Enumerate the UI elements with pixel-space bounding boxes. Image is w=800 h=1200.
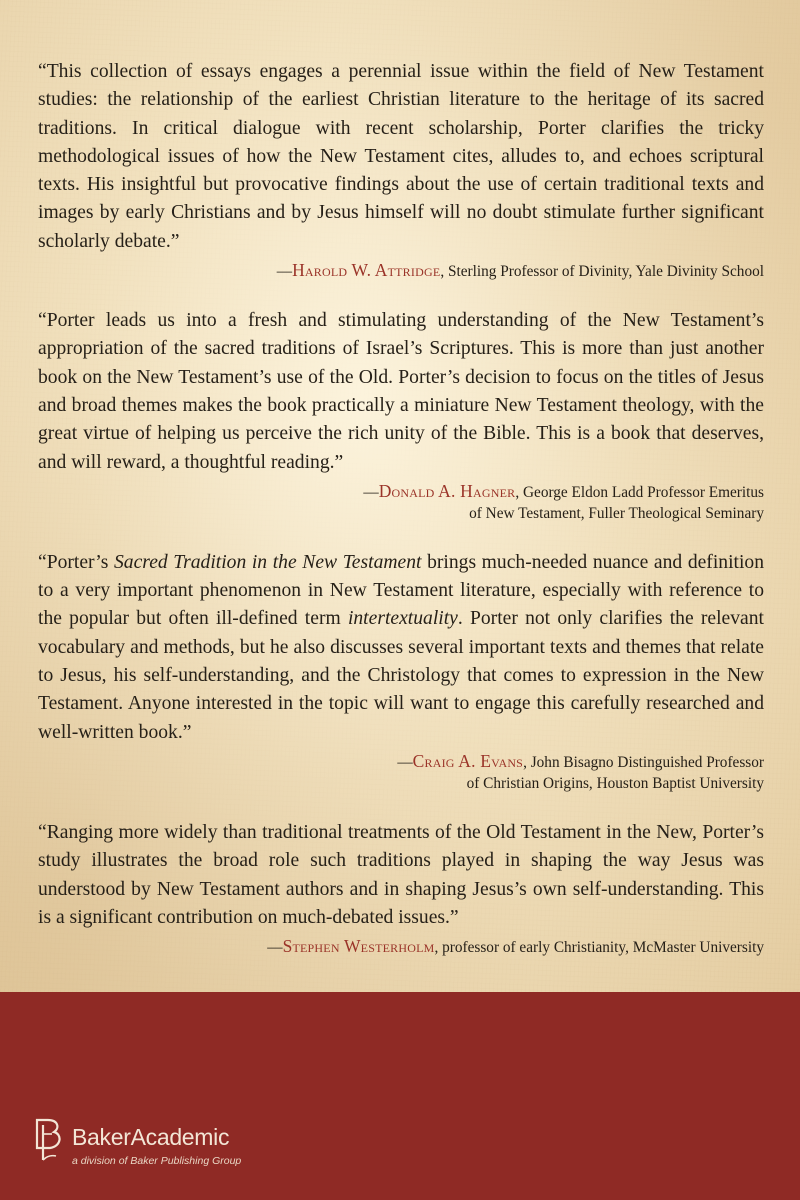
endorser-title: , professor of early Christianity, McMaster University [434, 939, 764, 957]
publisher-name: BakerAcademic [72, 1124, 230, 1150]
endorsement-attribution [38, 936, 764, 958]
endorsements [38, 58, 764, 983]
quote-text: “Porter’s [38, 551, 114, 573]
endorsement-attridge [38, 58, 764, 282]
endorsement-hagner [38, 307, 764, 524]
endorsement-attribution [38, 260, 764, 282]
endorsement-quote [38, 549, 764, 747]
endorser-affiliation: of New Testament, Fuller Theological Seminary [469, 504, 764, 522]
quote-text: . Porter not only clarifies the relevant vocabulary and methods, but he also discusses several important texts and themes that relate to Jesus, his self-understanding, and the Christology that comes to expression in the New Testament. Anyone interested in the topic will want to engage this carefully researched and well-written book.” [38, 608, 764, 743]
attribution-dash: — [267, 939, 283, 957]
endorser-name: Stephen Westerholm [282, 936, 435, 957]
endorser-title: , John Bisagno Distinguished Professor [523, 753, 764, 771]
endorsement-quote: “Porter leads us into a fresh and stimulating understanding of the New Testament’s appropriation of the sacred traditions of Israel’s Scriptures. This is more than just another book on the New Testament’s use of the Old. Porter’s decision to focus on the titles of Jesus and broad themes makes the book practically a miniature New Testament theology, with the great virtue of helping us perceive the rich unity of the Bible. This is a book that deserves, and will reward, a thoughtful reading.” [38, 310, 764, 473]
endorsement-westerholm [38, 819, 764, 958]
attribution-dash: — [276, 263, 293, 281]
endorsement-attribution [38, 751, 764, 794]
endorser-name: Craig A. Evans [412, 750, 524, 771]
endorsement-evans [38, 549, 764, 794]
endorsement-quote: “Ranging more widely than traditional treatments of the Old Testament in the New, Porter’s study illustrates the broad role such traditions played in shaping the way Jesus was understood by New Testament authors and in shaping Jesus’s own self-understanding. This is a significant contribution on much-debated issues.” [38, 821, 764, 928]
attribution-dash: — [363, 483, 379, 501]
quote-term: intertextuality [347, 608, 458, 630]
publisher-logo [34, 1118, 334, 1178]
baker-b-logo-icon [34, 1118, 74, 1162]
endorser-affiliation: of Christian Origins, Houston Baptist University [466, 774, 764, 792]
book-title: Sacred Tradition in the New Testament [114, 551, 422, 573]
attribution-dash: — [397, 753, 413, 771]
quote-text: brings much-needed nuance and definition to a very important phenomenon in New Testament literature, especially with reference to the popular but often ill-defined term [38, 551, 765, 630]
endorser-name: Donald A. Hagner [378, 480, 516, 501]
endorser-title: , Sterling Professor of Divinity, Yale Divinity School [440, 263, 764, 281]
endorser-name: Harold W. Attridge [292, 260, 441, 281]
endorsement-quote: “This collection of essays engages a perennial issue within the field of New Testament studies: the relationship of the earliest Christian literature to the heritage of its sacred traditions. In critical dialogue with recent scholarship, Porter clarifies the tricky methodological issues of how the New Testament cites, alludes to, and echoes scriptural texts. His insightful but provocative findings about the use of certain traditional texts and images by early Christians and by Jesus himself will no doubt stimulate further significant scholarly debate.” [38, 61, 764, 252]
endorser-title: , George Eldon Ladd Professor Emeritus [515, 483, 764, 501]
publisher-subtitle: a division of Baker Publishing Group [72, 1155, 242, 1167]
endorsement-attribution [38, 481, 764, 524]
